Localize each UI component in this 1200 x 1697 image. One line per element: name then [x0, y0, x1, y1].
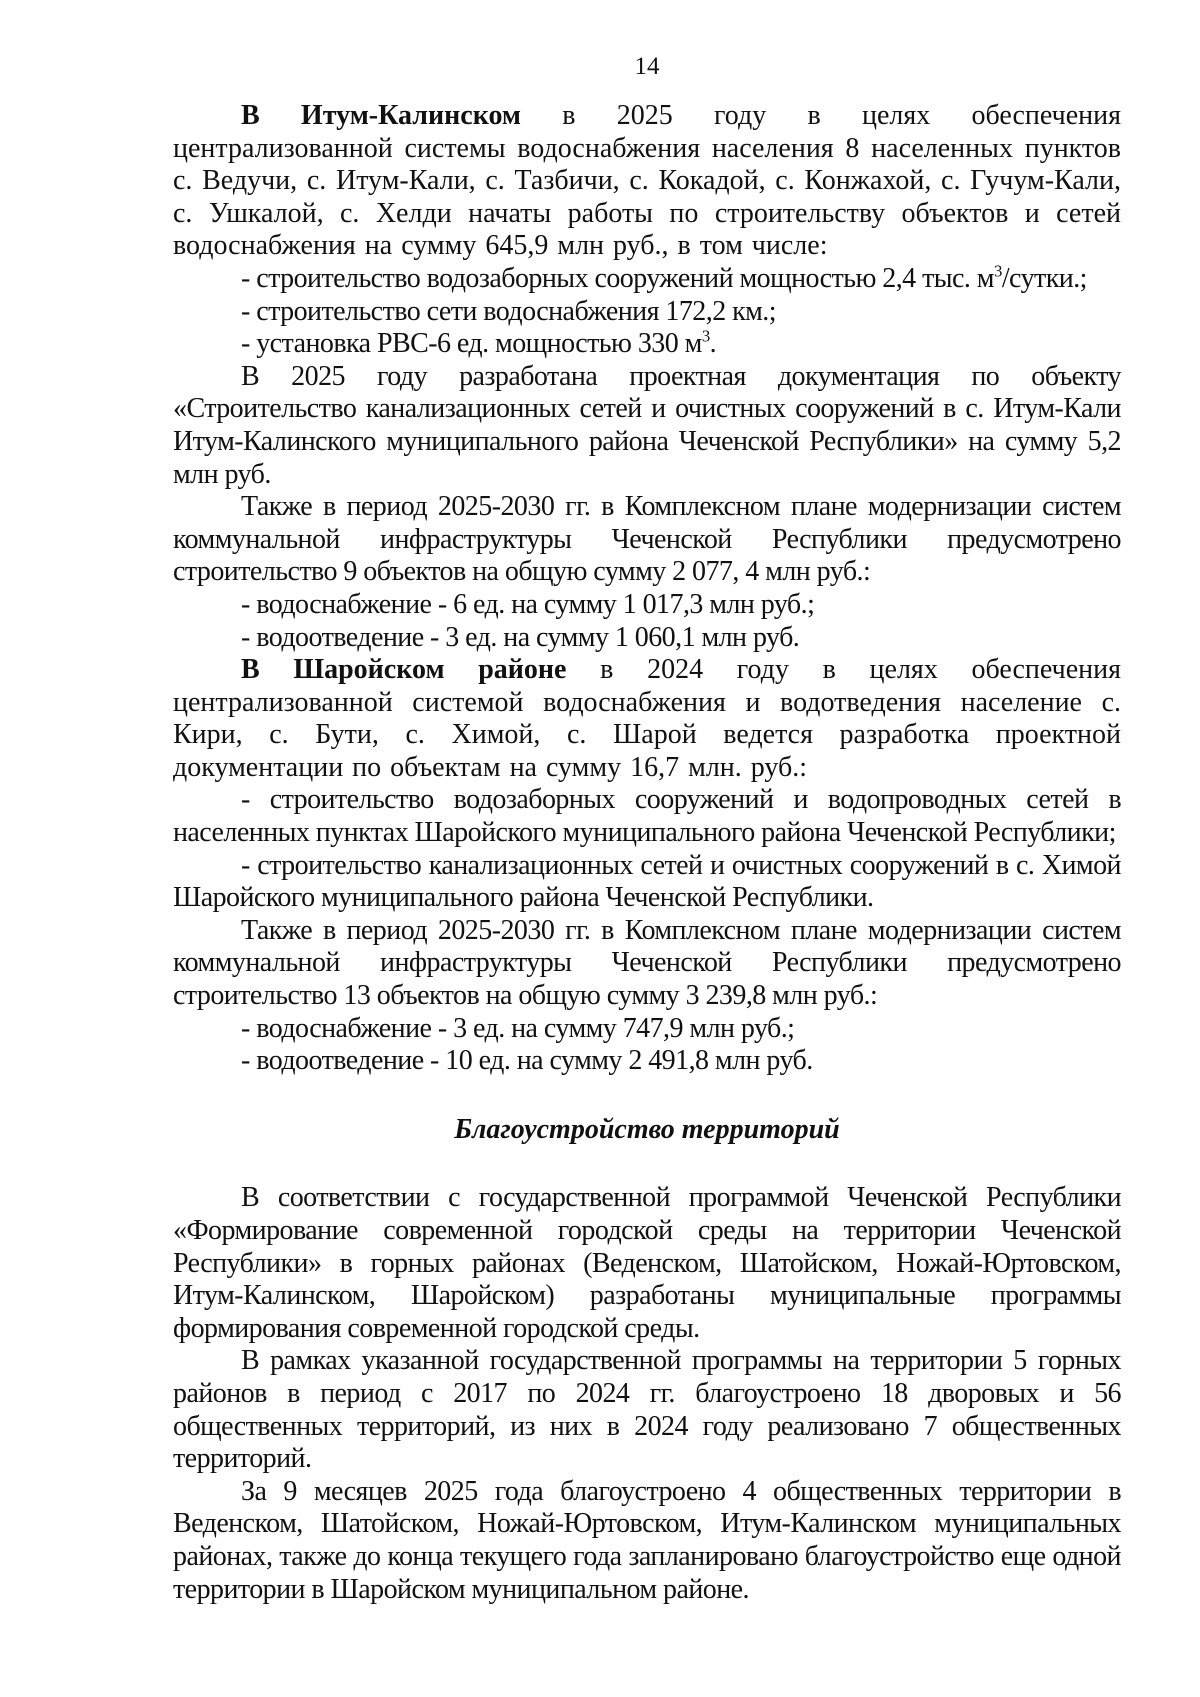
paragraph-plan-sharoy: Также в период 2025-2030 гг. в Комплексном плане модернизации систем коммунальной инфраструктуры Чеченской Республики предусмотрено строительство 13 объектов на общую сумму 3 239,8 млн руб.:: [173, 914, 1121, 1012]
list-item: - водоотведение - 10 ед. на сумму 2 491,8 млн руб.: [241, 1045, 813, 1077]
list-item: - строительство водозаборных сооружений мощностью 2,4 тыс. $м^3$/сутки.;: [241, 261, 1087, 294]
list-item: - водоотведение - 3 ед. на сумму 1 060,1 млн руб.: [241, 621, 800, 653]
list-item: - водоснабжение - 3 ед. на сумму 747,9 млн руб.;: [241, 1012, 795, 1044]
paragraph-text: в 2024 году в целях обеспечения централизованной системой водоснабжения и водотведения население с. Кири, с. Бути, с. Химой, с. Шарой ведется разработка проектной документации по объектам на сумму 16,7 млн. руб.:: [173, 654, 1121, 783]
list-item: - водоснабжение - 6 ед. на сумму 1 017,3 млн руб.;: [241, 588, 815, 620]
section-heading: Благоустройство территорий: [454, 1113, 840, 1145]
paragraph-lead-bold: В Шаройском районе: [241, 654, 567, 686]
paragraph-program: В соответствии с государственной программой Чеченской Республики «Формирование современной городской среды на территории Чеченской Республики» в горных районах (Веденском, Шатойском, Ножай-Юртовском, Итум-Калинском, Шаройском) разработаны муниципальные программы формирования современной городской среды.: [173, 1182, 1121, 1344]
paragraph-results: В рамках указанной государственной программы на территории 5 горных районов в период с 2017 по 2024 гг. благоустроено 18 дворовых и 56 общественных территорий, из них в 2024 году реализовано 7 общественных территорий.: [173, 1345, 1121, 1475]
list-item: - строительство канализационных сетей и очистных сооружений в с. Химой Шаройского муниципального района Чеченской Республики.: [173, 849, 1121, 914]
paragraph-sharoy: [173, 654, 1121, 784]
paragraph-text: в 2025 году в целях обеспечения централизованной системы водоснабжения населения 8 населенных пунктов с. Ведучи, с. Итум-Кали, с. Тазбичи, с. Кокадой, с. Конжахой, с. Гучум-Кали, с. Ушкалой, с. Хелди начаты работы по строительству объектов и сетей водоснабжения на сумму 645,9 млн руб., в том числе:: [173, 100, 1121, 262]
paragraph-lead-bold: В Итум-Калинском: [241, 100, 522, 131]
paragraph-nine-months: За 9 месяцев 2025 года благоустроено 4 общественных территории в Веденском, Шатойском, Ножай-Юртовском, Итум-Калинском муниципальных районах, также до конца текущего года запланировано благоустройство еще одной территории в Шаройском муниципальном районе.: [173, 1475, 1121, 1605]
paragraph-itum-kali: [173, 100, 1121, 263]
list-item: - строительство водозаборных сооружений и водопроводных сетей в населенных пунктах Шаройского муниципального района Чеченской Республики;: [173, 784, 1121, 849]
document-page: [173, 52, 1121, 1606]
list-item: - строительство сети водоснабжения 172,2 км.;: [241, 295, 776, 327]
paragraph-plan-itum-kali: Также в период 2025-2030 гг. в Комплексном плане модернизации систем коммунальной инфраструктуры Чеченской Республики предусмотрено строительство 9 объектов на общую сумму 2 077, 4 млн руб.:: [173, 491, 1121, 588]
page-number: 14: [634, 53, 660, 80]
paragraph-design-docs: В 2025 году разработана проектная документация по объекту «Строительство канализационных сетей и очистных сооружений в с. Итум-Кали Итум-Калинского муниципального района Чеченской Республики» на сумму 5,2 млн руб.: [173, 360, 1121, 490]
list-item: - установка РВС-6 ед. мощностью 330 $м^3$.: [241, 326, 717, 360]
